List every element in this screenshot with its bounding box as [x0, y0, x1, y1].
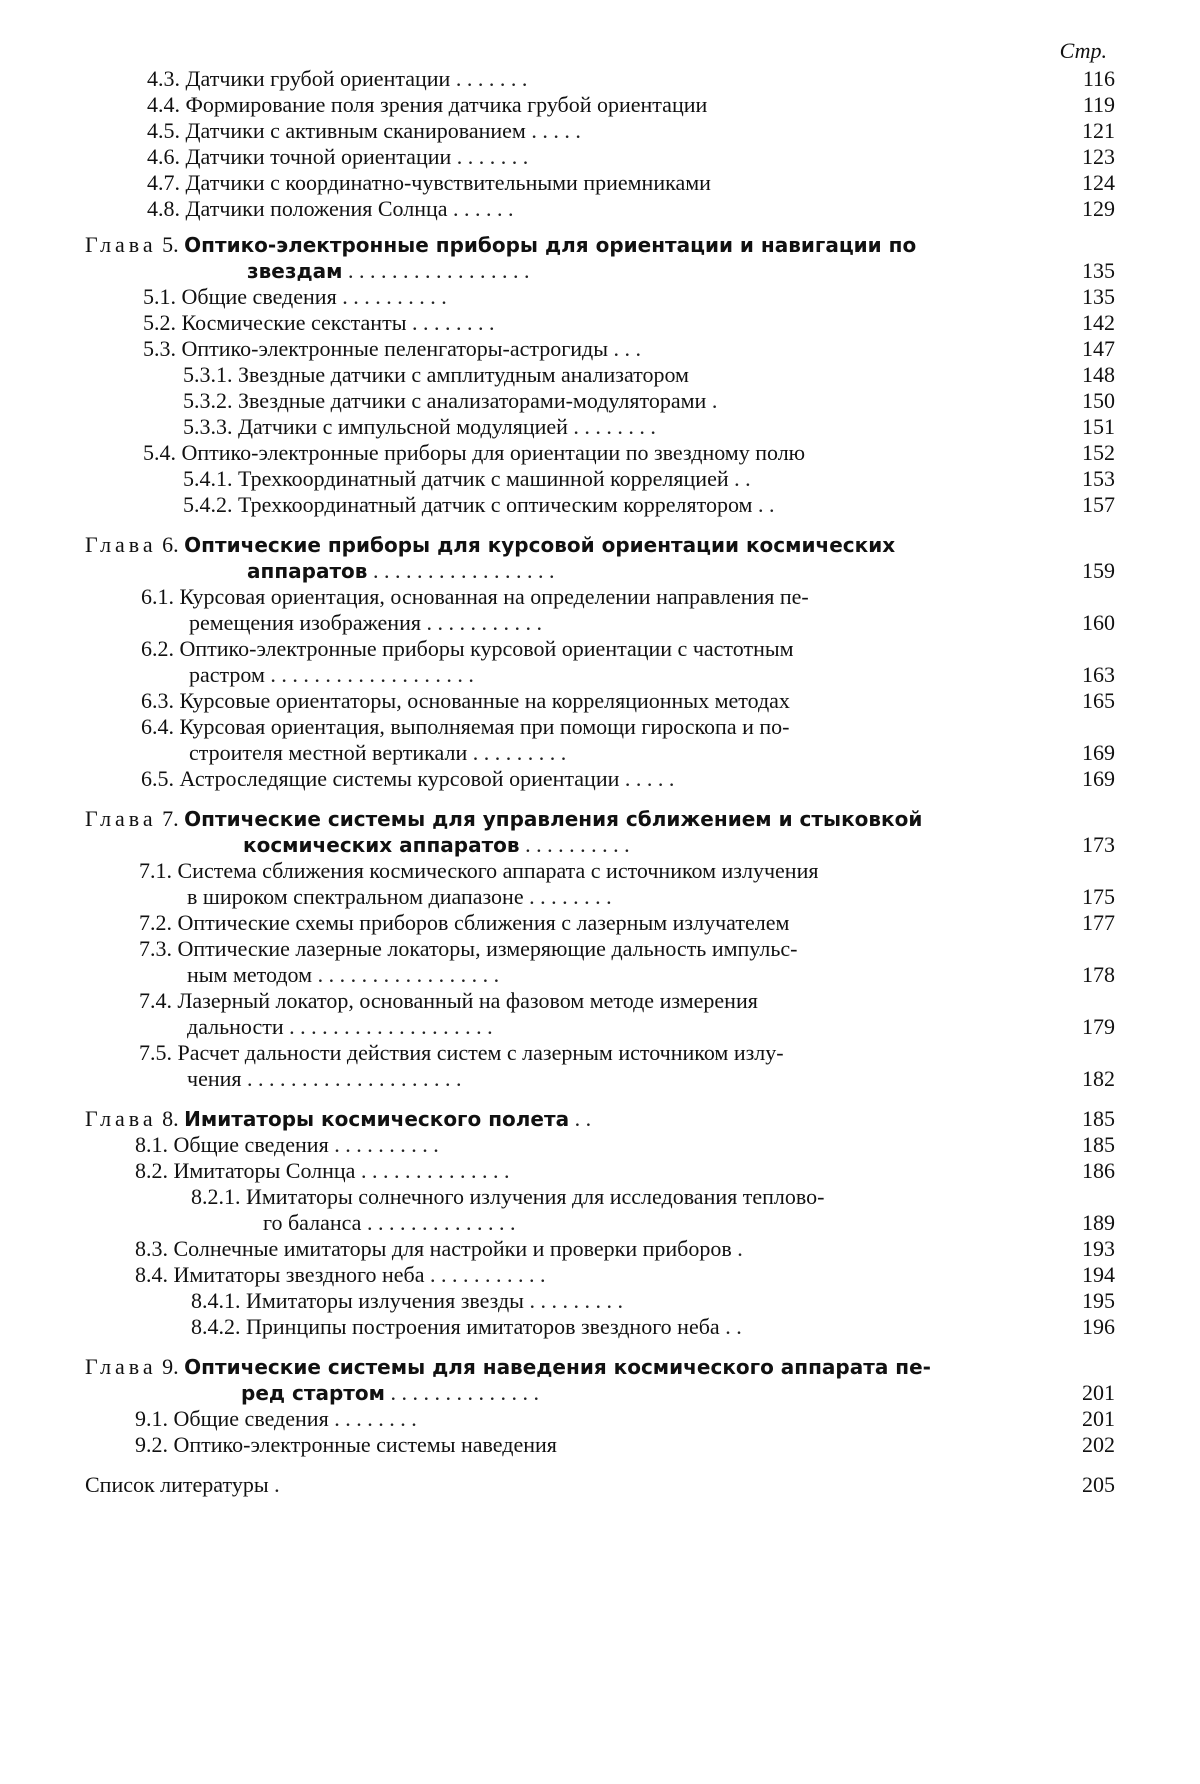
- chapter-title: Оптические приборы для курсовой ориентации космических: [184, 533, 896, 557]
- leader-dots: .: [737, 1236, 743, 1261]
- toc-entry-6-5: [85, 766, 1115, 792]
- toc-entry-6-4-cont: [85, 740, 1115, 766]
- toc-entry-8-1: [85, 1132, 1115, 1158]
- entry-number: 8.3.: [135, 1236, 168, 1261]
- page-number: 182: [1082, 1066, 1115, 1091]
- entry-number: 4.8.: [147, 196, 180, 221]
- entry-title: Расчет дальности действия систем с лазерным источником излу-: [177, 1040, 784, 1065]
- toc-entry-8-4-2: [85, 1314, 1115, 1340]
- entry-title: Общие сведения: [173, 1406, 329, 1431]
- chapter-label: Глава: [85, 1106, 157, 1131]
- entry-title-cont: дальности: [187, 1014, 284, 1039]
- toc-entry-5-4: [85, 440, 1115, 466]
- leader-dots: . . . . . . . . . . . . . . . . .: [317, 962, 500, 987]
- leader-dots: . . . . . . . . . . . . . .: [390, 1380, 539, 1405]
- entry-number: 7.2.: [139, 910, 172, 935]
- page-number: 169: [1082, 766, 1115, 791]
- leader-dots: . . . . . . . . . . . . . . . . .: [347, 258, 530, 283]
- page-number: 177: [1082, 910, 1115, 935]
- toc-chapter-8: [85, 1106, 1115, 1132]
- toc-chapter-6-cont: [85, 558, 1115, 584]
- page-column-label: Стр.: [1059, 38, 1107, 63]
- entry-number: 6.1.: [141, 584, 174, 609]
- toc-entry-5-4-2: [85, 492, 1115, 518]
- entry-number: 7.3.: [139, 936, 172, 961]
- chapter-label: Глава: [85, 532, 157, 557]
- leader-dots: .: [711, 388, 718, 413]
- entry-title: Датчики с импульсной модуляцией: [238, 414, 568, 439]
- leader-dots: . . . . . . . . .: [529, 1288, 623, 1313]
- toc-entry-7-5-cont: [85, 1066, 1115, 1092]
- entry-title: Космические секстанты: [181, 310, 407, 335]
- entry-title-cont: ным методом: [187, 962, 313, 987]
- page-number: 173: [1082, 832, 1115, 857]
- chapter-number: 7.: [162, 806, 179, 831]
- page-number: 119: [1082, 92, 1115, 117]
- page-number: 116: [1082, 66, 1115, 91]
- page-number: 189: [1082, 1210, 1115, 1235]
- page-number: 151: [1082, 414, 1115, 439]
- toc-entry-7-4-cont: [85, 1014, 1115, 1040]
- entry-number: 7.5.: [139, 1040, 172, 1065]
- toc-entry-7-2: [85, 910, 1115, 936]
- page-number: 153: [1082, 466, 1115, 491]
- chapter-number: 5.: [162, 232, 179, 257]
- chapter-label: Глава: [85, 232, 157, 257]
- toc-entry-7-5: [85, 1040, 1115, 1066]
- entry-title: Имитаторы звездного неба: [173, 1262, 425, 1287]
- entry-number: 5.3.2.: [183, 388, 233, 413]
- page-number: 185: [1082, 1132, 1115, 1157]
- leader-dots: . .: [574, 1106, 592, 1131]
- leader-dots: . . . . . . . .: [529, 884, 612, 909]
- leader-dots: . . . . . . . . . . . . . . . . . . .: [289, 1014, 493, 1039]
- entry-title: Датчики с координатно-чувствительными приемниками: [185, 170, 711, 195]
- toc-entry-6-2: [85, 636, 1115, 662]
- entry-title: Оптико-электронные пеленгаторы-астрогиды: [181, 336, 608, 361]
- entry-title: Система сближения космического аппарата с источником излучения: [177, 858, 819, 883]
- chapter-title: Оптико-электронные приборы для ориентации и навигации по: [184, 233, 917, 257]
- entry-title-cont: растром: [189, 662, 265, 687]
- chapter-label: Глава: [85, 1354, 157, 1379]
- entry-number: 8.4.2.: [191, 1314, 241, 1339]
- entry-title: Трехкоординатный датчик с машинной корреляцией: [238, 466, 729, 491]
- entry-number: 7.1.: [139, 858, 172, 883]
- entry-title: Оптические лазерные локаторы, измеряющие дальность импульс-: [177, 936, 798, 961]
- entry-title: Оптико-электронные приборы для ориентации по звездному полю: [181, 440, 806, 465]
- toc-entry-7-3-cont: [85, 962, 1115, 988]
- toc-entry-5-3: [85, 336, 1115, 362]
- leader-dots: . . . . .: [624, 766, 675, 791]
- entry-number: 5.4.: [143, 440, 176, 465]
- entry-title-cont: го баланса: [263, 1210, 362, 1235]
- entry-title: Курсовая ориентация, выполняемая при помощи гироскопа и по-: [179, 714, 790, 739]
- entry-title-cont: чения: [187, 1066, 242, 1091]
- leader-dots: . .: [757, 492, 775, 517]
- toc-entry-4-6: [85, 144, 1115, 170]
- chapter-title: Оптические системы для наведения космического аппарата пе-: [184, 1355, 931, 1379]
- toc-entry-8-2-1: [85, 1184, 1115, 1210]
- leader-dots: . . . . . . .: [456, 144, 529, 169]
- page-number: 196: [1082, 1314, 1115, 1339]
- entry-title: Имитаторы излучения звезды: [246, 1288, 524, 1313]
- toc-chapter-9-cont: [85, 1380, 1115, 1406]
- toc-entry-8-3: [85, 1236, 1115, 1262]
- entry-title: Имитаторы солнечного излучения для исследования теплово-: [246, 1184, 825, 1209]
- page-number: 121: [1082, 118, 1115, 143]
- page-number: 163: [1082, 662, 1115, 687]
- toc-literature: [85, 1472, 1115, 1498]
- entry-number: 5.1.: [143, 284, 176, 309]
- entry-number: 5.3.: [143, 336, 176, 361]
- entry-number: 4.4.: [147, 92, 180, 117]
- entry-title-cont: ремещения изображения: [189, 610, 421, 635]
- toc-chapter-5-cont: [85, 258, 1115, 284]
- page-number: 201: [1082, 1380, 1115, 1405]
- leader-dots: . . . . . . . . . . . . . .: [360, 1158, 510, 1183]
- page-number: 194: [1082, 1262, 1115, 1287]
- entry-number: 5.3.1.: [183, 362, 233, 387]
- chapter-title: Имитаторы космического полета: [184, 1107, 570, 1131]
- toc-entry-4-8: [85, 196, 1115, 222]
- toc-chapter-6: [85, 532, 1115, 558]
- entry-number: 4.3.: [147, 66, 180, 91]
- toc-chapter-5: [85, 232, 1115, 258]
- leader-dots: . . . . . . . . . . .: [426, 610, 542, 635]
- toc-entry-5-3-2: [85, 388, 1115, 414]
- toc-entry-5-4-1: [85, 466, 1115, 492]
- leader-dots: . . . . . . . . . . . . . . . . .: [372, 558, 555, 583]
- entry-number: 5.4.2.: [183, 492, 233, 517]
- chapter-title-cont: ред стартом: [241, 1381, 385, 1405]
- page-number: 148: [1082, 362, 1115, 387]
- page-number: 135: [1082, 258, 1115, 283]
- toc-entry-8-2-1-cont: [85, 1210, 1115, 1236]
- toc-entry-8-4: [85, 1262, 1115, 1288]
- leader-dots: . .: [725, 1314, 742, 1339]
- entry-number: 8.1.: [135, 1132, 168, 1157]
- entry-title: Датчики положения Солнца: [185, 196, 448, 221]
- leader-dots: . . . . . . . . . . . . . . . . . . . .: [247, 1066, 462, 1091]
- chapter-number: 9.: [162, 1354, 179, 1379]
- entry-title: Лазерный локатор, основанный на фазовом методе измерения: [177, 988, 758, 1013]
- page-number: 152: [1082, 440, 1115, 465]
- toc-entry-5-2: [85, 310, 1115, 336]
- leader-dots: . . .: [613, 336, 641, 361]
- entry-title: Датчики грубой ориентации: [185, 66, 451, 91]
- page-number: 193: [1082, 1236, 1115, 1261]
- leader-dots: . . . . .: [531, 118, 581, 143]
- leader-dots: . . . . . . . .: [334, 1406, 417, 1431]
- entry-number: 8.4.: [135, 1262, 168, 1287]
- page-number: 124: [1082, 170, 1115, 195]
- entry-title: Трехкоординатный датчик с оптическим коррелятором: [238, 492, 753, 517]
- entry-title: Курсовые ориентаторы, основанные на корреляционных методах: [179, 688, 790, 713]
- toc-entry-4-7: [85, 170, 1115, 196]
- toc-entry-8-2: [85, 1158, 1115, 1184]
- toc-entry-6-4: [85, 714, 1115, 740]
- toc-chapter-7: [85, 806, 1115, 832]
- chapter-title-cont: космических аппаратов: [243, 833, 520, 857]
- page-number: 160: [1082, 610, 1115, 635]
- page-number: 123: [1082, 144, 1115, 169]
- toc-entry-8-4-1: [85, 1288, 1115, 1314]
- toc-entry-5-3-1: [85, 362, 1115, 388]
- entry-number: 6.5.: [141, 766, 174, 791]
- entry-number: 6.2.: [141, 636, 174, 661]
- entry-number: 7.4.: [139, 988, 172, 1013]
- page-number: 179: [1082, 1014, 1115, 1039]
- entry-title-cont: строителя местной вертикали: [189, 740, 468, 765]
- toc-entry-4-5: [85, 118, 1115, 144]
- leader-dots: . . . . . .: [453, 196, 514, 221]
- entry-title: Звездные датчики с анализаторами-модуляторами: [238, 388, 707, 413]
- page-number: 175: [1082, 884, 1115, 909]
- entry-title: Общие сведения: [173, 1132, 329, 1157]
- toc-entry-6-3: [85, 688, 1115, 714]
- toc-chapter-7-cont: [85, 832, 1115, 858]
- page-number: 195: [1082, 1288, 1115, 1313]
- toc-entry-9-1: [85, 1406, 1115, 1432]
- entry-title: Принципы построения имитаторов звездного неба: [246, 1314, 720, 1339]
- page-number: 165: [1082, 688, 1115, 713]
- page-number: 185: [1082, 1106, 1115, 1131]
- entry-number: 8.2.: [135, 1158, 168, 1183]
- entry-title: Астроследящие системы курсовой ориентации: [179, 766, 620, 791]
- page-number: 205: [1082, 1472, 1115, 1497]
- leader-dots: . . . . . . . .: [573, 414, 656, 439]
- leader-dots: .: [274, 1472, 280, 1497]
- toc-entry-7-1-cont: [85, 884, 1115, 910]
- entry-title: Оптико-электронные приборы курсовой ориентации с частотным: [179, 636, 794, 661]
- page-number: 150: [1082, 388, 1115, 413]
- leader-dots: . . . . . . . . . . . . . . . . . . .: [270, 662, 474, 687]
- entry-title: Оптико-электронные системы наведения: [173, 1432, 557, 1457]
- toc-entry-7-1: [85, 858, 1115, 884]
- entry-number: 6.4.: [141, 714, 174, 739]
- chapter-title-cont: аппаратов: [247, 559, 368, 583]
- page-number: 169: [1082, 740, 1115, 765]
- toc-entry-7-4: [85, 988, 1115, 1014]
- leader-dots: . . . . . . . . .: [472, 740, 567, 765]
- entry-number: 4.7.: [147, 170, 180, 195]
- page-number: 142: [1082, 310, 1115, 335]
- toc-entry-6-2-cont: [85, 662, 1115, 688]
- entry-title: Датчики точной ориентации: [185, 144, 452, 169]
- page-number: 202: [1082, 1432, 1115, 1457]
- toc-entry-6-1: [85, 584, 1115, 610]
- toc-entry-5-1: [85, 284, 1115, 310]
- entry-number: 6.3.: [141, 688, 174, 713]
- leader-dots: . . . . . . . .: [411, 310, 495, 335]
- toc-entry-4-3: [85, 66, 1115, 92]
- entry-title: Солнечные имитаторы для настройки и проверки приборов: [173, 1236, 732, 1261]
- leader-dots: . . . . . . . . . . .: [429, 1262, 546, 1287]
- page-number: 129: [1082, 196, 1115, 221]
- toc-entry-4-4: [85, 92, 1115, 118]
- entry-number: 5.2.: [143, 310, 176, 335]
- chapter-title: Оптические системы для управления сближением и стыковкой: [184, 807, 923, 831]
- chapter-label: Глава: [85, 806, 157, 831]
- entry-title: Курсовая ориентация, основанная на определении направления пе-: [179, 584, 809, 609]
- entry-number: 8.4.1.: [191, 1288, 241, 1313]
- page-number: 159: [1082, 558, 1115, 583]
- page-number: 147: [1082, 336, 1115, 361]
- leader-dots: . . . . . . .: [455, 66, 528, 91]
- toc-entry-7-3: [85, 936, 1115, 962]
- entry-number: 5.4.1.: [183, 466, 233, 491]
- entry-title: Общие сведения: [181, 284, 337, 309]
- entry-title-cont: в широком спектральном диапазоне: [187, 884, 524, 909]
- entry-number: 4.5.: [147, 118, 180, 143]
- page-number: 201: [1082, 1406, 1115, 1431]
- entry-title: Оптические схемы приборов сближения с лазерным излучателем: [177, 910, 790, 935]
- page-number: 157: [1082, 492, 1115, 517]
- entry-title: Имитаторы Солнца: [173, 1158, 356, 1183]
- leader-dots: . .: [734, 466, 751, 491]
- page-number: 135: [1082, 284, 1115, 309]
- leader-dots: . . . . . . . . . . . . . .: [366, 1210, 516, 1235]
- toc-entry-5-3-3: [85, 414, 1115, 440]
- entry-title: Датчики с активным сканированием: [185, 118, 526, 143]
- entry-title: Звездные датчики с амплитудным анализатором: [238, 362, 689, 387]
- literature-title: Список литературы: [85, 1472, 269, 1497]
- table-of-contents: [85, 66, 1115, 1498]
- toc-entry-6-1-cont: [85, 610, 1115, 636]
- entry-number: 8.2.1.: [191, 1184, 241, 1209]
- leader-dots: . . . . . . . . . .: [342, 284, 447, 309]
- entry-number: 5.3.3.: [183, 414, 233, 439]
- leader-dots: . . . . . . . . . .: [525, 832, 630, 857]
- chapter-number: 8.: [162, 1106, 179, 1131]
- page-number: 186: [1082, 1158, 1115, 1183]
- chapter-number: 6.: [162, 532, 179, 557]
- chapter-title-cont: звездам: [247, 259, 343, 283]
- entry-number: 9.2.: [135, 1432, 168, 1457]
- entry-number: 4.6.: [147, 144, 180, 169]
- toc-chapter-9: [85, 1354, 1115, 1380]
- page-number: 178: [1082, 962, 1115, 987]
- entry-number: 9.1.: [135, 1406, 168, 1431]
- leader-dots: . . . . . . . . . .: [334, 1132, 439, 1157]
- entry-title: Формирование поля зрения датчика грубой ориентации: [185, 92, 708, 117]
- toc-entry-9-2: [85, 1432, 1115, 1458]
